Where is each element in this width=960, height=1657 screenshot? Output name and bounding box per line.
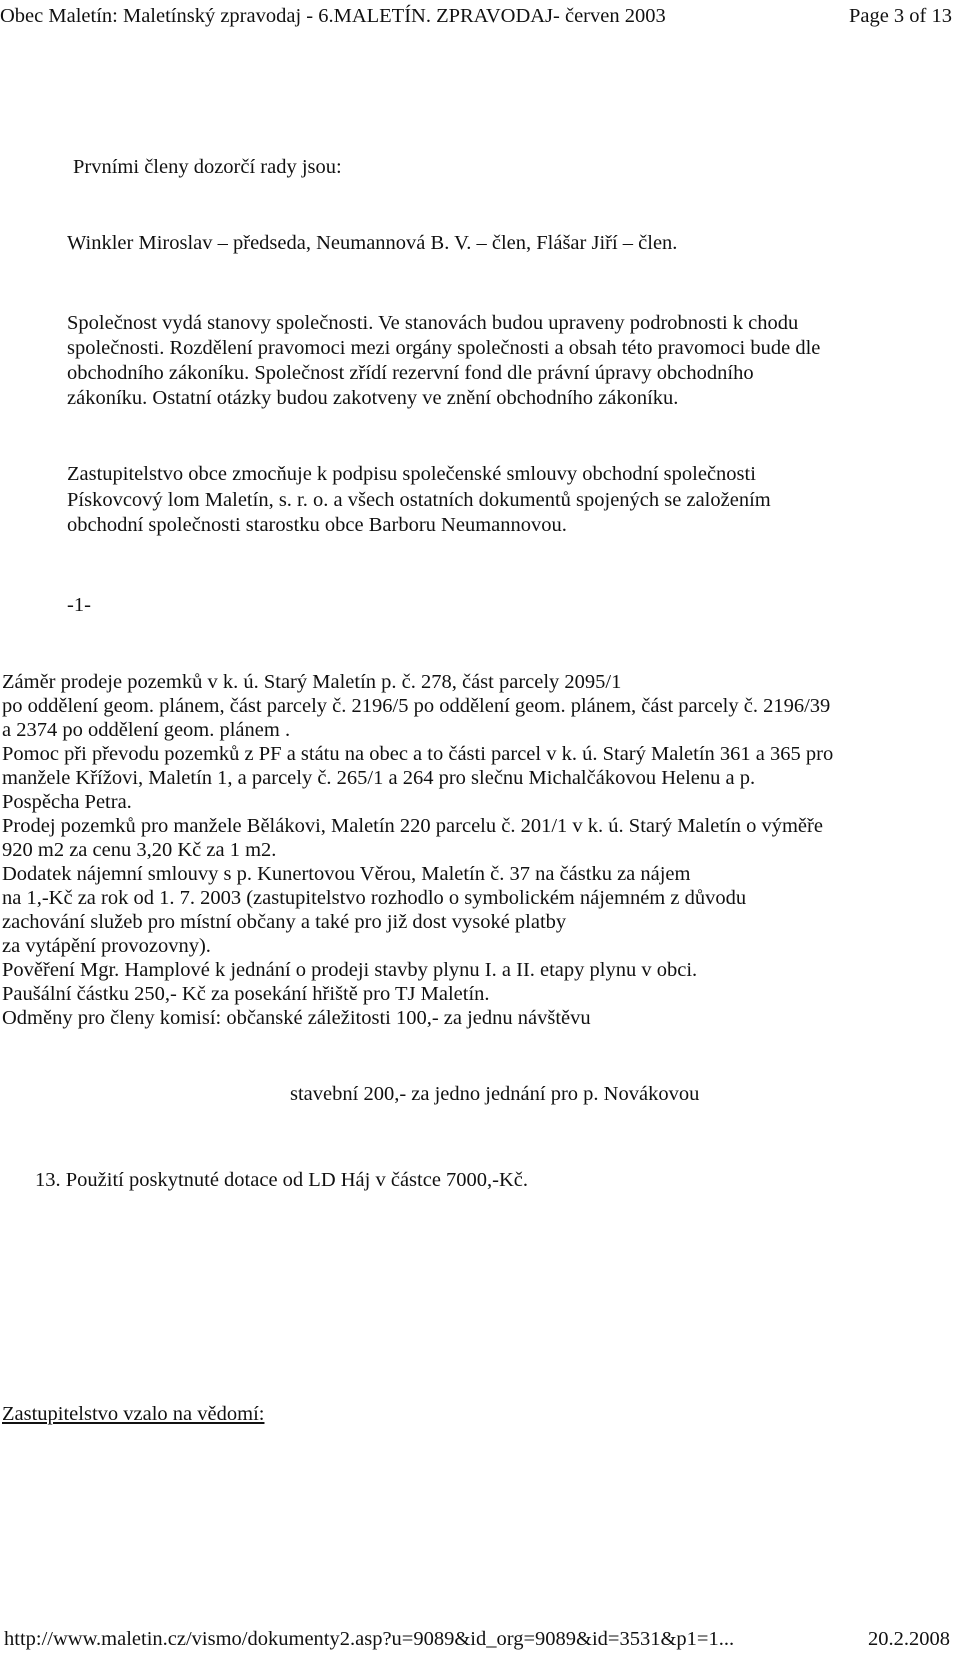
list-item: Prodej pozemků pro manžele Bělákovi, Maletín 220 parcelu č. 201/1 v k. ú. Starý Maletín o výměře (2, 815, 823, 837)
footer-url: http://www.maletin.cz/vismo/dokumenty2.asp?u=9089&id_org=9089&id=3531&p1=1... (4, 1628, 735, 1650)
footer-date: 20.2.2008 (868, 1628, 950, 1650)
members-text: Winkler Miroslav – předseda, Neumannová B. V. – člen, Flášar Jiří – člen. (67, 232, 678, 254)
paragraph-line: společnosti. Rozdělení pravomoci mezi orgány společnosti a obsah této pravomoci bude dle (67, 337, 821, 359)
list-item: zachování služeb pro místní občany a také pro již dost vysoké platby (2, 911, 567, 933)
paragraph-line: zákoníku. Ostatní otázky budou zakotveny ve znění obchodního zákoníku. (67, 387, 679, 409)
item-13-text: 13. Použití poskytnuté dotace od LD Háj v částce 7000,-Kč. (35, 1169, 529, 1191)
paragraph-line: obchodní společnosti starostku obce Barboru Neumannovou. (67, 514, 567, 536)
paragraph-line: Zastupitelstvo obce zmocňuje k podpisu společenské smlouvy obchodní společnosti (67, 463, 756, 485)
paragraph-line: Pískovcový lom Maletín, s. r. o. a všech ostatních dokumentů spojených se založením (67, 489, 771, 511)
list-item: Záměr prodeje pozemků v k. ú. Starý Maletín p. č. 278, část parcely 2095/1 (2, 671, 622, 693)
list-item: Pospěcha Petra. (2, 791, 132, 813)
section-marker: -1- (67, 594, 91, 616)
acknowledged-heading: Zastupitelstvo vzalo na vědomí: (2, 1403, 265, 1425)
list-item: 920 m2 za cenu 3,20 Kč za 1 m2. (2, 839, 277, 861)
list-item: Odměny pro členy komisí: občanské záležitosti 100,- za jednu návštěvu (2, 1007, 591, 1029)
header-page-number: Page 3 of 13 (848, 5, 952, 27)
list-item: a 2374 po oddělení geom. plánem . (2, 719, 291, 741)
header-title: Obec Maletín: Maletínský zpravodaj - 6.MALETÍN. ZPRAVODAJ- červen 2003 (0, 5, 666, 27)
members-heading: Prvními členy dozorčí rady jsou: (73, 156, 342, 178)
list-item: manžele Křížovi, Maletín 1, a parcely č. 265/1 a 264 pro slečnu Michalčákovou Helenu a p. (2, 767, 756, 789)
list-item: za vytápění provozovny). (2, 935, 211, 957)
list-item: Dodatek nájemní smlouvy s p. Kunertovou Věrou, Maletín č. 37 na částku za nájem (2, 863, 691, 885)
list-item: po oddělení geom. plánem, část parcely č. 2196/5 po oddělení geom. plánem, část parcely č. 2196/39 (2, 695, 831, 717)
list-item: Paušální částku 250,- Kč za posekání hřiště pro TJ Maletín. (2, 983, 490, 1005)
paragraph-line: obchodního zákoníku. Společnost zřídí rezervní fond dle právní úpravy obchodního (67, 362, 754, 384)
list-item: Pověření Mgr. Hamplové k jednání o prodeji stavby plynu I. a II. etapy plynu v obci. (2, 959, 698, 981)
paragraph-line: Společnost vydá stanovy společnosti. Ve stanovách budou upraveny podrobnosti k chodu (67, 312, 799, 334)
list-item: Pomoc při převodu pozemků z PF a státu na obec a to části parcel v k. ú. Starý Maletín 361 a 365 pro (2, 743, 834, 765)
list-item: na 1,-Kč za rok od 1. 7. 2003 (zastupitelstvo rozhodlo o symbolickém nájemném z důvodu (2, 887, 747, 909)
building-reward-text: stavební 200,- za jedno jednání pro p. Novákovou (290, 1083, 700, 1105)
